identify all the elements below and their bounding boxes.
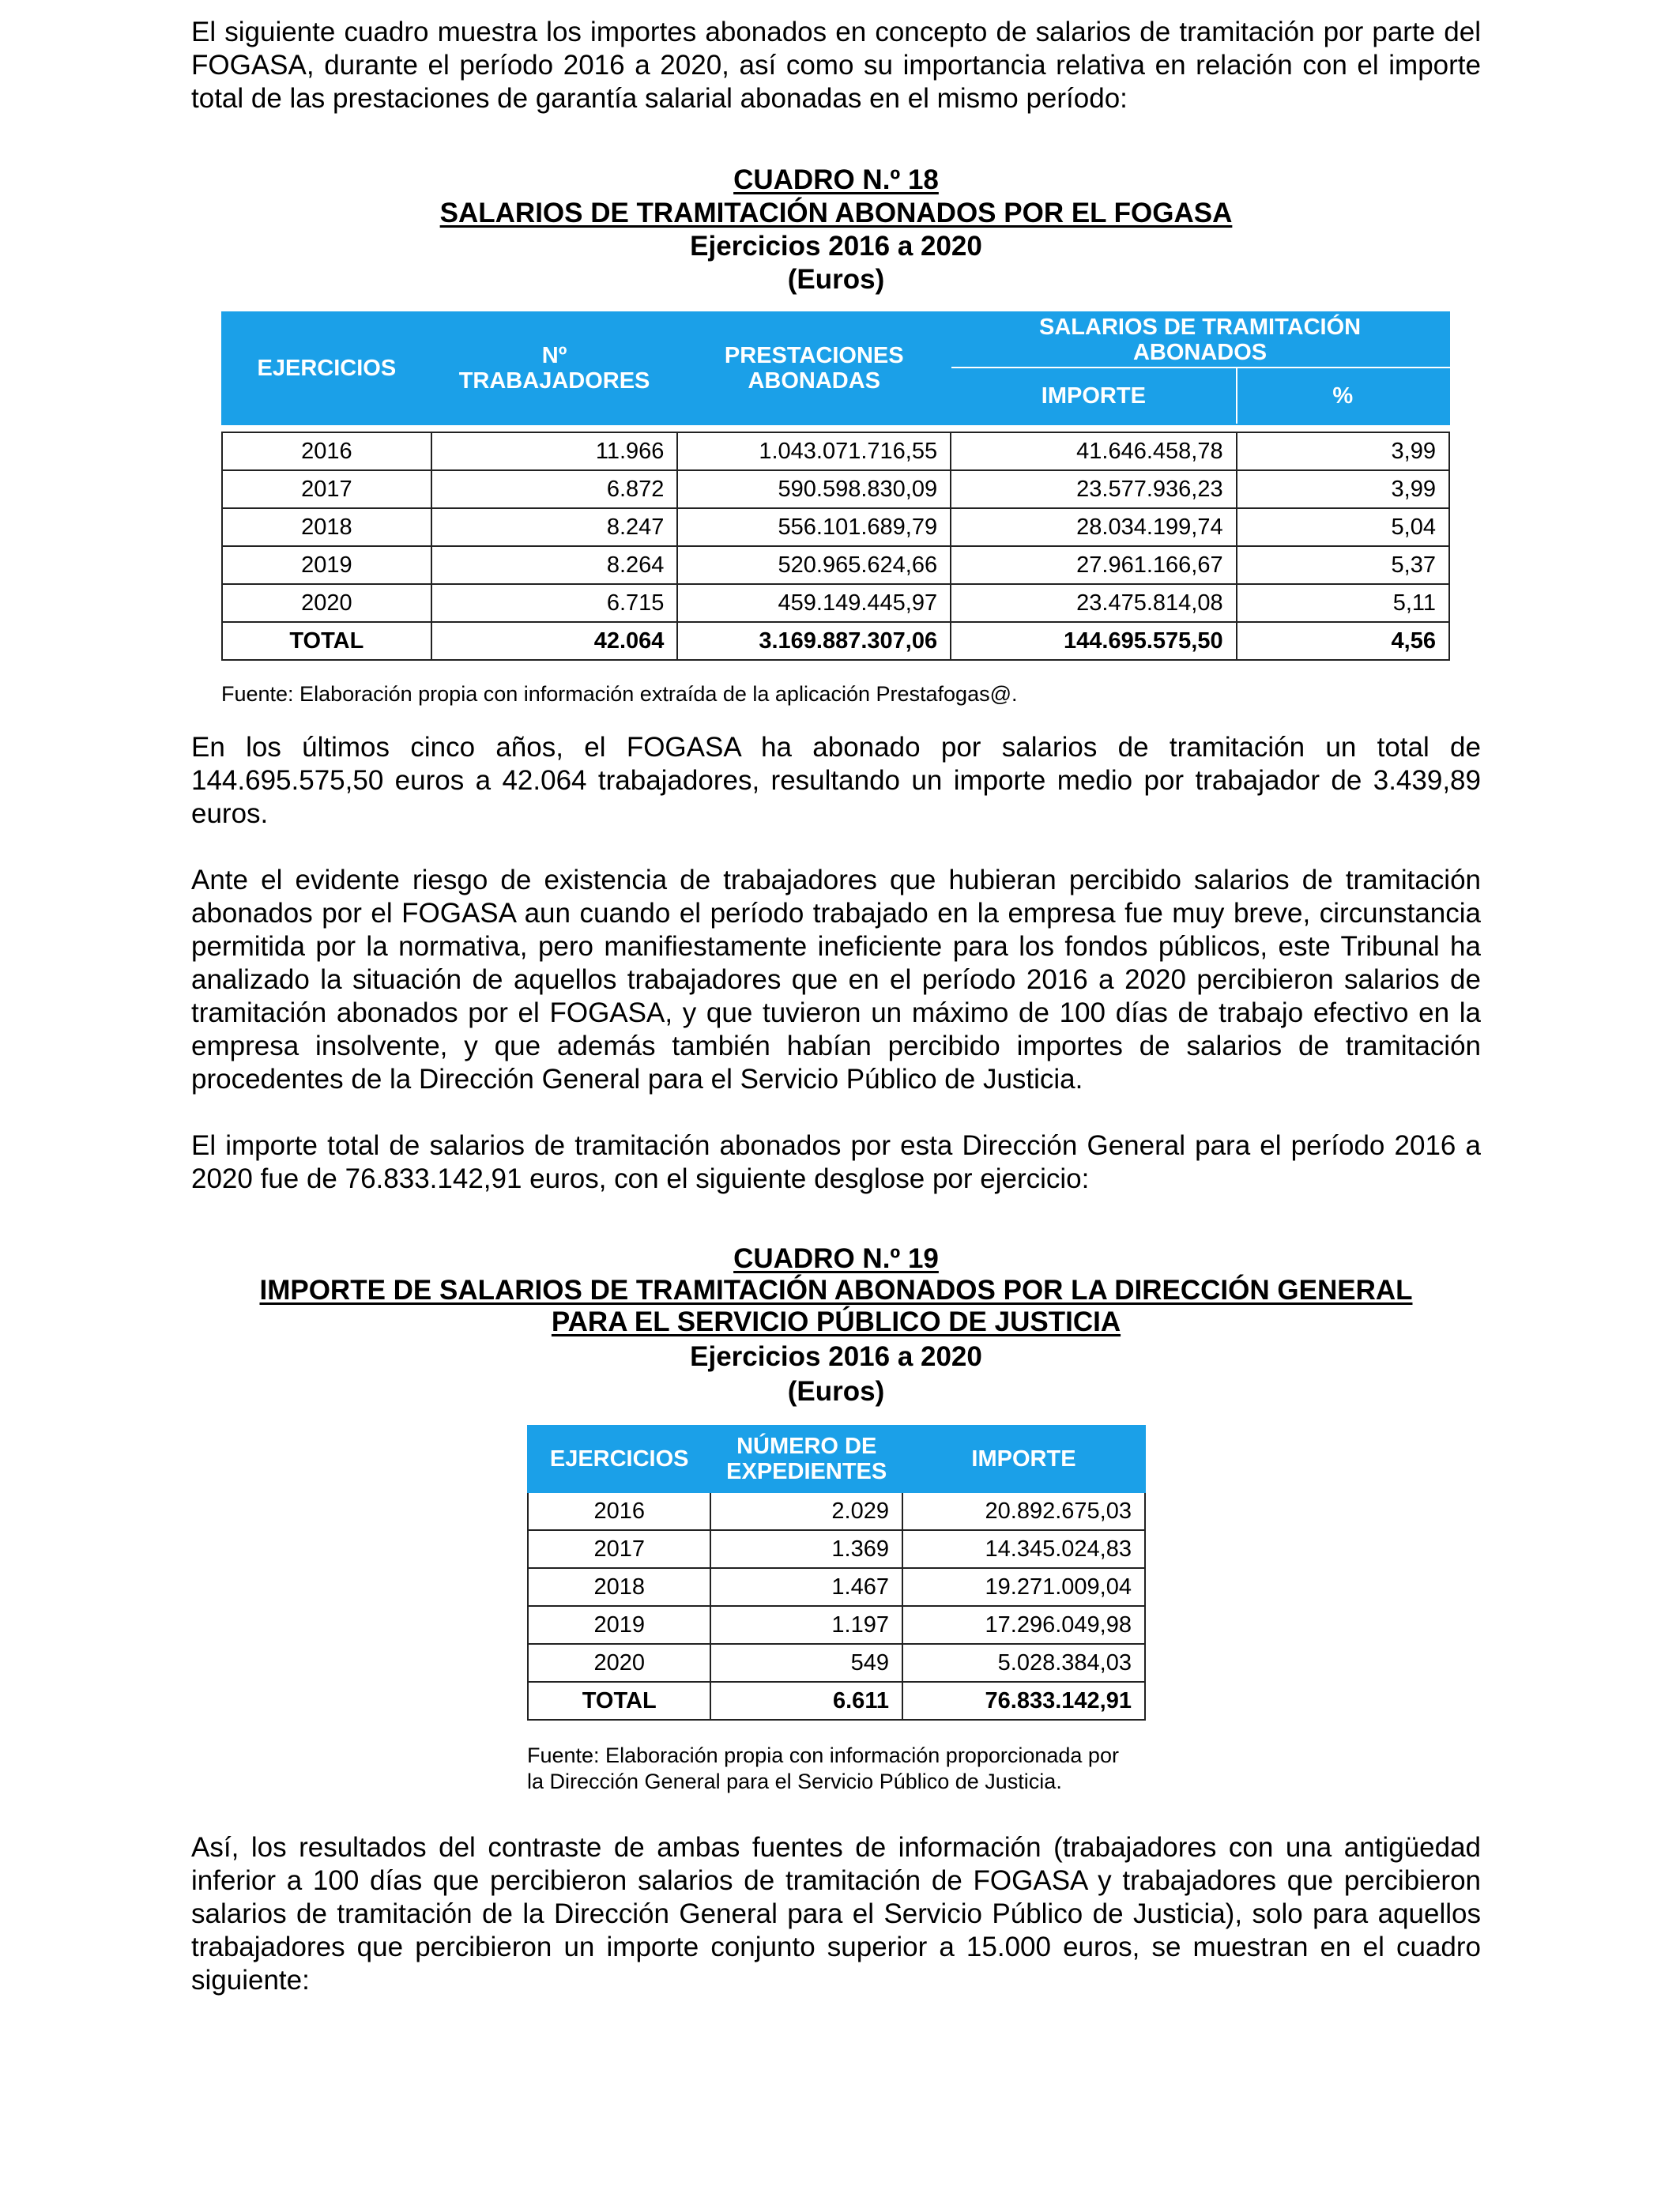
cell-amount: 41.646.458,78 (951, 432, 1237, 470)
cell-amount: 14.345.024,83 (902, 1530, 1145, 1568)
table18 (221, 311, 1450, 661)
table19-source-line2: la Dirección General para el Servicio Público de Justicia. (527, 1770, 1062, 1793)
cell-year: 2020 (528, 1644, 710, 1682)
table-row (222, 584, 1449, 622)
cell-files: 549 (710, 1644, 902, 1682)
table-row (528, 1606, 1145, 1644)
cell-workers: 11.966 (431, 432, 678, 470)
cell-year: 2019 (528, 1606, 710, 1644)
cell-benefits: 1.043.071.716,55 (677, 432, 951, 470)
col-header-expedientes: NÚMERO DE EXPEDIENTES (710, 1426, 902, 1492)
table-row (222, 546, 1449, 584)
cell-amount: 23.475.814,08 (951, 584, 1237, 622)
cell-total-pct: 4,56 (1237, 622, 1449, 660)
cell-pct: 5,04 (1237, 508, 1449, 546)
cell-total-benefits: 3.169.887.307,06 (677, 622, 951, 660)
table18-period: Ejercicios 2016 a 2020 (690, 231, 982, 262)
cell-amount: 17.296.049,98 (902, 1606, 1145, 1644)
table-row (222, 432, 1449, 470)
table18-source: Fuente: Elaboración propia con información extraída de la aplicación Prestafogas@. (221, 682, 1018, 706)
cell-pct: 3,99 (1237, 470, 1449, 508)
col-header-importe: IMPORTE (951, 368, 1237, 424)
table19-number: CUADRO N.º 19 (733, 1243, 939, 1274)
cell-pct: 5,37 (1237, 546, 1449, 584)
cell-amount: 5.028.384,03 (902, 1644, 1145, 1682)
cell-files: 1.197 (710, 1606, 902, 1644)
cell-year: 2017 (222, 470, 431, 508)
paragraph-summary: En los últimos cinco años, el FOGASA ha abonado por salarios de tramitación un total de 144.695.575,50 euros a 42.064 trabajadores, resultando un importe medio por trabajador de 3.439,89 euros. (191, 732, 1481, 829)
table19-source-line1: Fuente: Elaboración propia con información proporcionada por (527, 1744, 1119, 1767)
cell-pct: 3,99 (1237, 432, 1449, 470)
col-header-prestaciones: PRESTACIONES ABONADAS (677, 312, 951, 424)
cell-benefits: 590.598.830,09 (677, 470, 951, 508)
table19 (527, 1425, 1146, 1721)
col-header-pct: % (1237, 368, 1449, 424)
cell-files: 1.467 (710, 1568, 902, 1606)
cell-year: 2016 (528, 1492, 710, 1530)
total-row (528, 1682, 1145, 1720)
table18-body (222, 424, 1449, 660)
cell-total-label: TOTAL (222, 622, 431, 660)
cell-amount: 20.892.675,03 (902, 1492, 1145, 1530)
cell-amount: 23.577.936,23 (951, 470, 1237, 508)
cell-amount: 28.034.199,74 (951, 508, 1237, 546)
cell-pct: 5,11 (1237, 584, 1449, 622)
cell-benefits: 520.965.624,66 (677, 546, 951, 584)
cell-total-amount: 76.833.142,91 (902, 1682, 1145, 1720)
cell-files: 1.369 (710, 1530, 902, 1568)
cell-workers: 8.264 (431, 546, 678, 584)
cell-year: 2019 (222, 546, 431, 584)
col-header-ejercicios-19: EJERCICIOS (528, 1426, 710, 1492)
table19-period: Ejercicios 2016 a 2020 (690, 1341, 982, 1372)
cell-workers: 6.872 (431, 470, 678, 508)
table18-unit: (Euros) (787, 264, 885, 295)
cell-year: 2016 (222, 432, 431, 470)
cell-benefits: 556.101.689,79 (677, 508, 951, 546)
table-row (222, 470, 1449, 508)
cell-workers: 8.247 (431, 508, 678, 546)
cell-total-label: TOTAL (528, 1682, 710, 1720)
table-row (222, 508, 1449, 546)
cell-benefits: 459.149.445,97 (677, 584, 951, 622)
cell-year: 2017 (528, 1530, 710, 1568)
cell-amount: 19.271.009,04 (902, 1568, 1145, 1606)
cell-amount: 27.961.166,67 (951, 546, 1237, 584)
cell-year: 2018 (528, 1568, 710, 1606)
cell-files: 2.029 (710, 1492, 902, 1530)
table-row (528, 1568, 1145, 1606)
intro-paragraph: El siguiente cuadro muestra los importes abonados en concepto de salarios de tramitación por parte del FOGASA, durante el período 2016 a 2020, así como su importancia relativa en relación con el importe total de las prestaciones de garantía salarial abonadas en el mismo período: (191, 17, 1481, 114)
col-header-importe-19: IMPORTE (902, 1426, 1145, 1492)
document-page (191, 16, 1481, 1997)
col-header-salarios: SALARIOS DE TRAMITACIÓN ABONADOS (951, 312, 1449, 368)
cell-total-amount: 144.695.575,50 (951, 622, 1237, 660)
paragraph-contrast: Así, los resultados del contraste de ambas fuentes de información (trabajadores con una antigüedad inferior a 100 días que percibieron salarios de tramitación de FOGASA y trabajadores que percibieron salarios de tramitación de la Dirección General para el Servicio Público de Justicia), solo para aquellos trabajadores que percibieron un importe conjunto superior a 15.000 euros, se muestran en el cuadro siguiente: (191, 1832, 1481, 1996)
table19-unit: (Euros) (787, 1376, 885, 1407)
table19-title-line1: IMPORTE DE SALARIOS DE TRAMITACIÓN ABONADOS POR LA DIRECCIÓN GENERAL (259, 1275, 1413, 1306)
col-header-trabajadores: Nº TRABAJADORES (431, 312, 678, 424)
total-row (222, 622, 1449, 660)
table18-number: CUADRO N.º 18 (733, 164, 939, 195)
table19-body (528, 1492, 1145, 1720)
table-row (528, 1530, 1145, 1568)
table19-title-line2: PARA EL SERVICIO PÚBLICO DE JUSTICIA (551, 1306, 1121, 1337)
paragraph-dg-total: El importe total de salarios de tramitación abonados por esta Dirección General para el período 2016 a 2020 fue de 76.833.142,91 euros, con el siguiente desglose por ejercicio: (191, 1130, 1481, 1194)
paragraph-analysis: Ante el evidente riesgo de existencia de trabajadores que hubieran percibido salarios de tramitación abonados por el FOGASA aun cuando el período trabajado en la empresa fue muy breve, circunstancia permitida por la normativa, pero manifiestamente ineficiente para los fondos públicos, este Tribunal ha analizado la situación de aquellos trabajadores que en el período 2016 a 2020 percibieron salarios de tramitación abonados por el FOGASA, y que tuvieron un máximo de 100 días de trabajo efectivo en la empresa insolvente, y que además también habían percibido importes de salarios de tramitación procedentes de la Dirección General para el Servicio Público de Justicia. (191, 865, 1481, 1095)
table18-title: SALARIOS DE TRAMITACIÓN ABONADOS POR EL FOGASA (439, 198, 1233, 228)
cell-total-files: 6.611 (710, 1682, 902, 1720)
cell-year: 2020 (222, 584, 431, 622)
table-row (528, 1644, 1145, 1682)
cell-total-workers: 42.064 (431, 622, 678, 660)
cell-workers: 6.715 (431, 584, 678, 622)
table-row (528, 1492, 1145, 1530)
cell-year: 2018 (222, 508, 431, 546)
col-header-ejercicios: EJERCICIOS (222, 312, 431, 424)
